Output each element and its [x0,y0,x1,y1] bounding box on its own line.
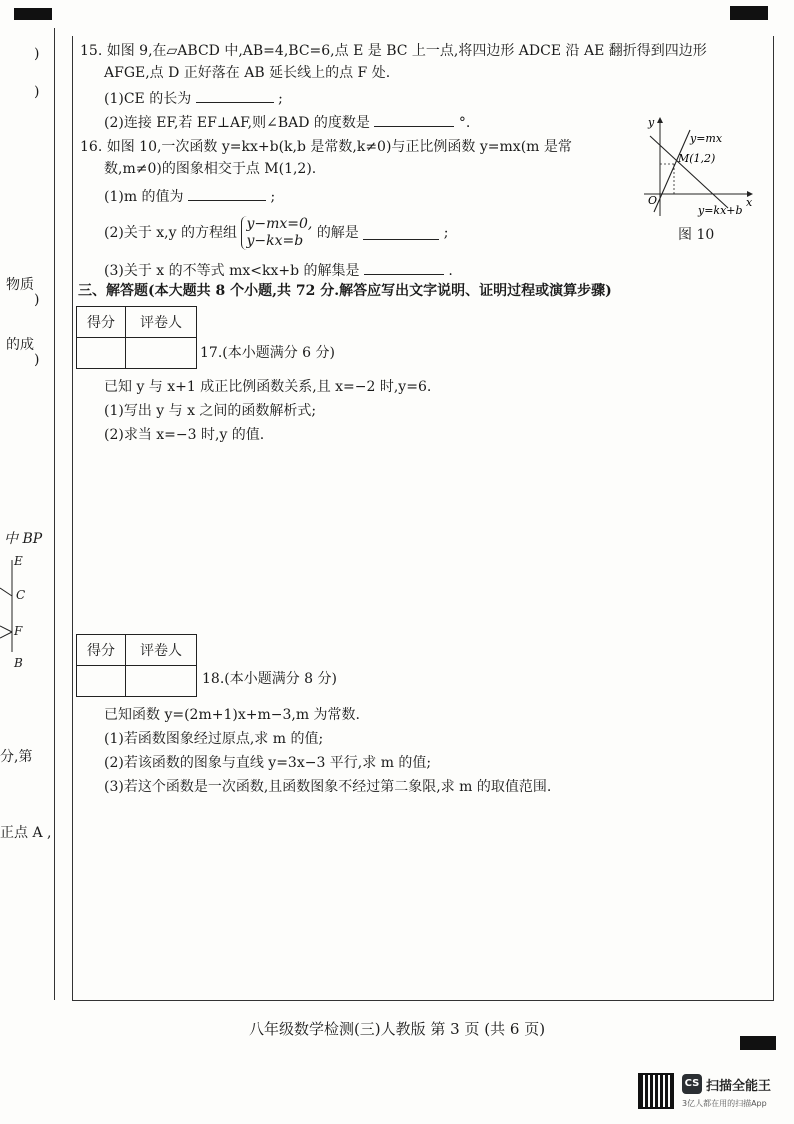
strip-text: ) [34,84,40,100]
strip-text: 中 BP [4,531,43,547]
corner-mark-top-left [14,8,52,20]
answer-blank[interactable] [363,227,439,240]
strip-figure [0,552,16,662]
q15-line2: AFGE,点 D 正好落在 AB 延长线上的点 F 处. [104,65,391,81]
figure-10-caption: 图 10 [678,227,715,243]
camscanner-tagline: 3亿人都在用的扫描App [682,1099,767,1108]
origin-label: O [648,194,658,207]
grader-header: 评卷人 [126,635,197,666]
corner-mark-top-right [730,6,768,20]
answer-blank[interactable] [188,188,266,201]
q18-line1: 已知函数 y=(2m+1)x+m−3,m 为常数. [104,707,360,723]
q18-line3: (2)若该函数的图象与直线 y=3x−3 平行,求 m 的值; [104,755,432,771]
strip-text: E [14,554,23,568]
score-header: 得分 [77,635,126,666]
axis-y-label: y [648,116,655,129]
camscanner-logo: CS [682,1074,702,1094]
figure-10-graph [640,112,760,222]
camscanner-name: 扫描全能王 [706,1079,772,1094]
page-footer: 八年级数学检测(三)人教版 第 3 页 (共 6 页) [248,1020,546,1038]
axis-x-label: x [746,196,753,209]
line-y-kxb [650,136,728,208]
score-cell[interactable] [77,338,126,369]
q16-line1: 16. 如图 10,一次函数 y=kx+b(k,b 是常数,k≠0)与正比例函数 y=mx(m 是常 [80,139,572,155]
q16-part3: (3)关于 x 的不等式 mx<kx+b 的解集是 . [104,263,453,279]
score-header: 得分 [77,307,126,338]
grader-cell[interactable] [126,338,197,369]
strip-text: ) [34,46,40,62]
q18-title: 18.(本小题满分 8 分) [202,671,337,687]
section-3-heading: 三、解答题(本大题共 8 个小题,共 72 分.解答应写出文字说明、证明过程或演算步骤) [78,283,612,299]
q16-part1: (1)m 的值为 ; [104,189,276,205]
q16-part2: (2)关于 x,y 的方程组 y−mx=0, y−kx=b 的解是 ; [104,216,449,249]
strip-text: ) [34,352,40,368]
point-m-label: M(1,2) [678,152,716,165]
line-kxb-label: y=kx+b [698,204,743,217]
q15-line1: 15. 如图 9,在▱ABCD 中,AB=4,BC=6,点 E 是 BC 上一点,将四边形 ADCE 沿 AE 翻折得到四边形 [80,43,707,59]
q15-part2: (2)连接 EF,若 EF⊥AF,则∠BAD 的度数是 °. [104,115,471,131]
q18-line4: (3)若这个函数是一次函数,且函数图象不经过第二象限,求 m 的取值范围. [104,779,552,795]
q16-line2: 数,m≠0)的图象相交于点 M(1,2). [104,161,317,177]
strip-text: B [14,656,23,670]
strip-text: C [16,588,26,602]
strip-text: 正点 A , [0,825,52,841]
answer-blank[interactable] [196,90,274,103]
grader-cell[interactable] [126,666,197,697]
score-table-q18 [76,634,197,697]
strip-text: 物质 [6,277,34,293]
q17-line3: (2)求当 x=−3 时,y 的值. [104,427,265,443]
grader-header: 评卷人 [126,307,197,338]
q15-part1: (1)CE 的长为 ; [104,91,283,107]
strip-text: 分,第 [0,749,33,765]
q18-line2: (1)若函数图象经过原点,求 m 的值; [104,731,324,747]
answer-blank[interactable] [364,262,444,275]
q17-line1: 已知 y 与 x+1 成正比例函数关系,且 x=−2 时,y=6. [104,379,432,395]
answer-blank[interactable] [374,114,454,127]
score-table-q17 [76,306,197,369]
score-cell[interactable] [77,666,126,697]
adjacent-page-strip [0,28,55,1000]
q17-line2: (1)写出 y 与 x 之间的函数解析式; [104,403,317,419]
equation-system: y−mx=0, y−kx=b [241,216,312,250]
strip-text: F [14,624,23,638]
strip-text: ) [34,292,40,308]
line-y-mx [654,130,690,212]
q17-title: 17.(本小题满分 6 分) [200,345,335,361]
qr-code [638,1073,674,1109]
strip-text: 的成 [6,337,34,353]
line-mx-label: y=mx [690,132,723,145]
